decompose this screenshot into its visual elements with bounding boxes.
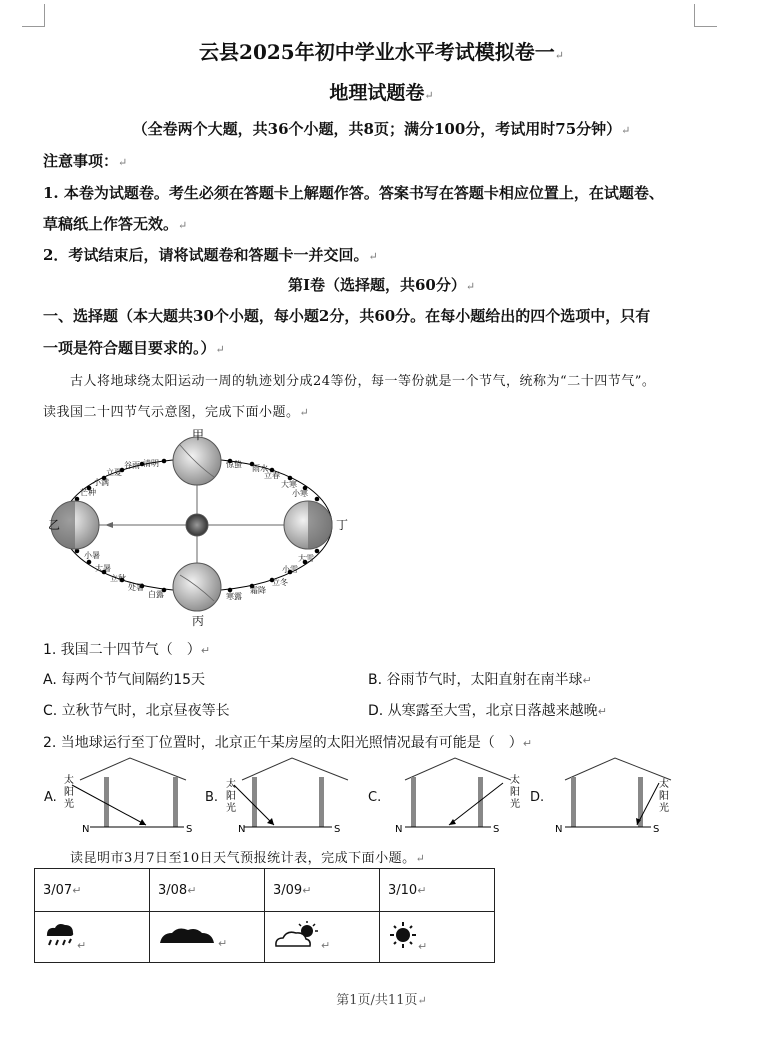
date-cell: 3/08↵ [150,869,265,912]
q1-option-b[interactable]: B. 谷雨节气时，太阳直射在南半球↵ [368,672,592,688]
svg-text:阳: 阳 [659,791,669,802]
svg-text:光: 光 [659,803,669,814]
term-daxue: 大雪 [298,554,314,563]
svg-text:太: 太 [510,775,520,786]
q2-house-c[interactable] [385,755,525,835]
q1-option-c[interactable]: C. 立秋节气时，北京昼夜等长 [43,703,230,719]
term-guyu: 谷雨 [124,461,140,470]
position-yi: 乙 [48,518,61,532]
weather-table [34,868,495,963]
svg-text:N: N [82,824,90,835]
q2-label-b[interactable]: B. [205,790,219,805]
position-ding: 丁 [336,518,349,532]
date-cell: 3/07↵ [35,869,150,912]
term-chushu: 处暑 [128,583,144,592]
notice-item-1-line-2: 草稿纸上作答无效。↵ [43,215,188,233]
passage1-line-2: 读我国二十四节气示意图，完成下面小题。↵ [43,405,310,420]
position-jia: 甲 [192,428,205,442]
q1-option-a[interactable]: A. 每两个节气间隔约15天 [43,672,206,688]
svg-text:N: N [395,824,403,835]
term-mangzhong: 芒种 [80,488,96,497]
term-dahan: 大寒 [281,480,297,489]
section-title: 第Ⅰ卷（选择题，共60分）↵ [287,276,476,294]
term-xiaohan: 小寒 [292,489,308,498]
weather-cell: ↵ [380,912,495,963]
sunny-icon [388,920,418,950]
term-yushui: 雨水 [252,464,268,473]
passage1-line-1: 古人将地球绕太阳运动一周的轨迹划分成24等份，每一等份就是一个节气，统称为“二十四节气”。 [70,374,656,389]
position-bing: 丙 [192,614,205,628]
section-intro-line-1: 一、选择题（本大题共30个小题，每小题2分，共60分。在每小题给出的四个选项中，只有 [43,307,651,325]
exam-subtitle: 地理试题卷↵ [329,82,434,104]
exam-info: （全卷两个大题，共36个小题，共8页；满分100分，考试用时75分钟）↵ [132,120,631,138]
q2-house-a[interactable] [60,755,200,835]
q1-stem: 1. 我国二十四节气（ ）↵ [43,642,211,658]
svg-text:S: S [493,824,500,835]
q1-option-d[interactable]: D. 从寒露至大雪，北京日落越来越晚↵ [368,703,607,719]
term-xiaoshu: 小暑 [84,551,100,560]
term-lixia: 立夏 [106,468,122,477]
svg-text:太: 太 [64,775,74,786]
partly-cloudy-icon [273,921,321,949]
notice-heading: 注意事项：↵ [43,152,128,170]
svg-text:光: 光 [226,803,236,814]
svg-text:光: 光 [64,799,74,810]
svg-text:光: 光 [510,799,520,810]
term-shuangjiang: 霜降 [250,586,266,595]
term-hanlu: 寒露 [226,592,242,601]
corner-mark-right [694,4,717,27]
svg-text:S: S [334,824,341,835]
svg-text:S: S [186,824,193,835]
weather-cell: ↵ [35,912,150,963]
term-xiaoxue: 小雪 [282,565,298,574]
notice-item-2: 2．考试结束后，请将试题卷和答题卡一并交回。↵ [43,246,378,264]
svg-text:阳: 阳 [226,791,236,802]
term-liqiu: 立秋 [110,574,126,583]
svg-text:太: 太 [659,779,669,790]
term-bailu: 白露 [148,590,164,599]
date-cell: 3/09↵ [265,869,380,912]
svg-text:阳: 阳 [510,787,520,798]
q2-label-d[interactable]: D. [530,790,545,805]
rain-icon [43,921,77,949]
page-footer: 第1页/共11页↵ [336,993,427,1008]
term-lichun: 立春 [264,471,280,480]
solar-terms-diagram [40,425,370,630]
overcast-icon [158,923,218,947]
section-intro-line-2: 一项是符合题目要求的。）↵ [43,339,225,357]
date-cell: 3/10↵ [380,869,495,912]
term-qingming: 清明 [143,459,159,468]
svg-text:S: S [653,824,660,835]
exam-title: 云县2025年初中学业水平考试模拟卷一↵ [199,40,564,64]
svg-text:阳: 阳 [64,787,74,798]
corner-mark-left [22,4,45,27]
term-dashu: 大暑 [95,564,111,573]
passage2: 读昆明市3月7日至10日天气预报统计表，完成下面小题。↵ [70,851,426,866]
q2-label-c[interactable]: C. [368,790,382,805]
weather-cell: ↵ [150,912,265,963]
notice-item-1-line-1: 1. 本卷为试题卷。考生必须在答题卡上解题作答。答案书写在答题卡相应位置上，在试题卷、 [43,184,664,202]
q2-label-a[interactable]: A. [44,790,57,805]
term-xiaoman: 小满 [93,478,109,487]
svg-text:N: N [238,824,246,835]
svg-text:N: N [555,824,563,835]
q2-stem: 2. 当地球运行至丁位置时，北京正午某房屋的太阳光照情况最有可能是（ ）↵ [43,735,533,751]
term-lidong: 立冬 [272,578,288,587]
svg-text:太: 太 [226,779,236,790]
weather-cell: ↵ [265,912,380,963]
term-jingzhe: 惊蛰 [226,460,242,469]
q2-house-d[interactable] [545,755,685,835]
q2-house-b[interactable] [222,755,362,835]
